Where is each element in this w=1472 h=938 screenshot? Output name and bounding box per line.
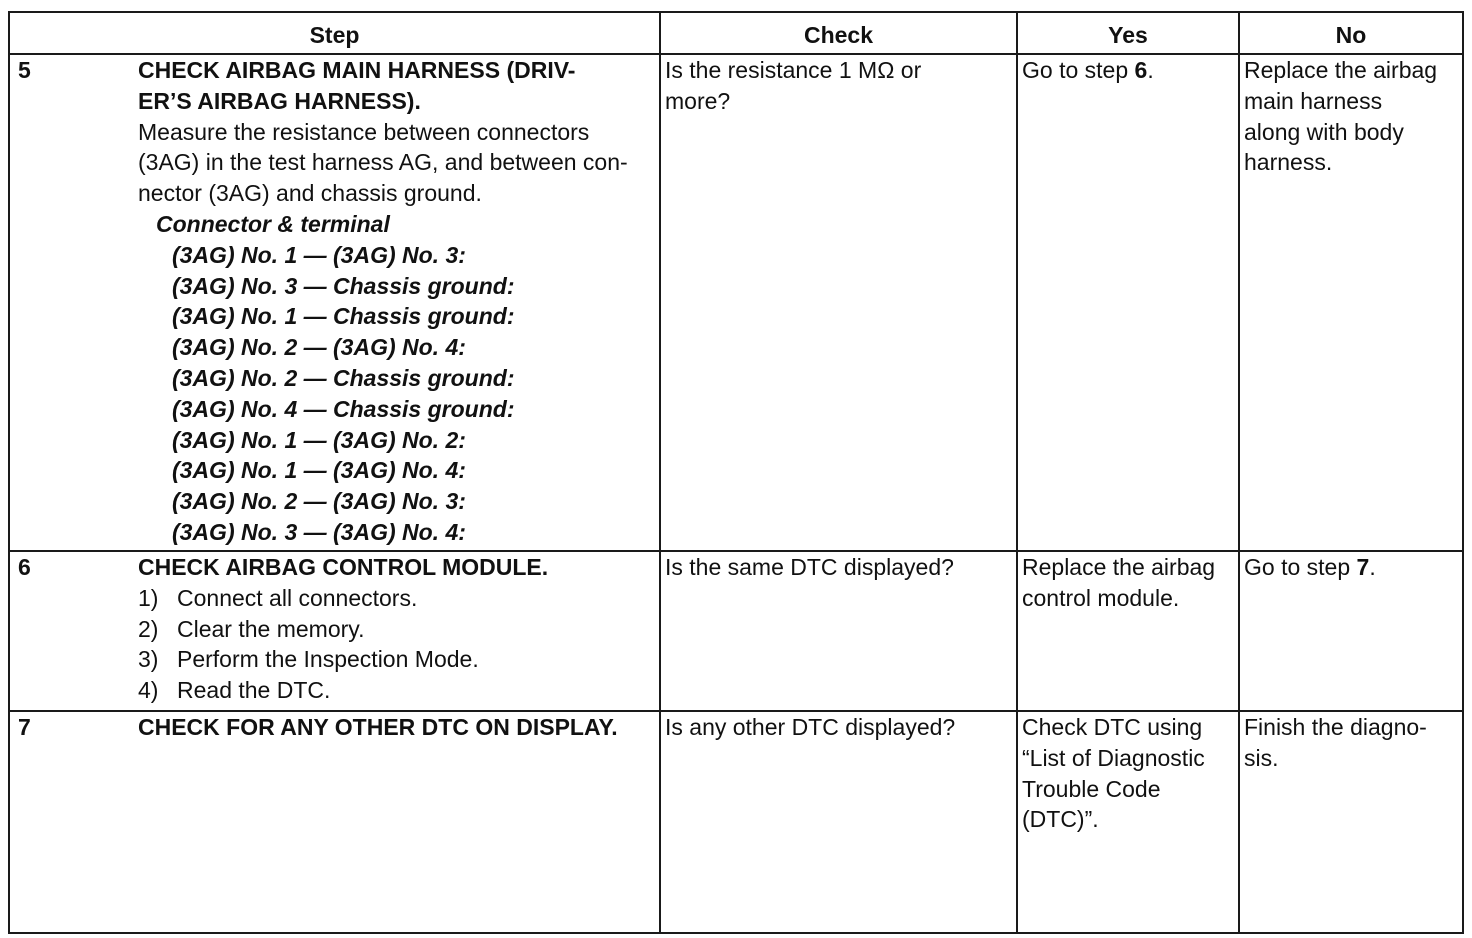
- connector-heading: Connector & terminal: [156, 210, 390, 237]
- no-text: [1244, 552, 1458, 583]
- yes-text: Replace the airbag: [1022, 554, 1216, 580]
- header-no: No: [1239, 12, 1463, 54]
- header-check: Check: [660, 12, 1017, 54]
- table-row-step-5: [9, 54, 1463, 551]
- no-text: sis.: [1244, 744, 1279, 771]
- yes-step-ref: 6: [1134, 57, 1148, 83]
- connector-pair: (3AG) No. 4 — Chassis ground:: [172, 395, 515, 422]
- step-body: [138, 712, 655, 743]
- no-cell: [1239, 551, 1463, 711]
- step-text: Measure the resistance between connectors: [138, 118, 590, 145]
- substep-text: Clear the memory.: [177, 615, 365, 642]
- connector-pair: (3AG) No. 2 — (3AG) No. 3:: [172, 488, 466, 515]
- yes-text: Trouble Code: [1022, 775, 1161, 802]
- connector-pair: (3AG) No. 1 — Chassis ground:: [172, 303, 515, 330]
- connector-pair: (3AG) No. 1 — (3AG) No. 4:: [172, 457, 466, 484]
- step-body: [138, 552, 655, 706]
- check-cell: [660, 711, 1017, 933]
- yes-cell: [1017, 551, 1239, 711]
- no-step-ref: 7: [1356, 554, 1370, 580]
- step-number: 6: [18, 554, 31, 580]
- check-text: more?: [665, 87, 731, 114]
- no-suffix: .: [1369, 554, 1376, 580]
- table-header-row: [9, 12, 1463, 54]
- yes-text: “List of Diagnostic: [1022, 744, 1205, 771]
- step-cell: [9, 54, 660, 551]
- step-number: 5: [18, 57, 31, 83]
- yes-text: [1022, 55, 1234, 86]
- connector-pair: (3AG) No. 3 — Chassis ground:: [172, 272, 515, 299]
- connector-pair: (3AG) No. 1 — (3AG) No. 3:: [172, 241, 466, 268]
- step-text: (3AG) in the test harness AG, and between con-: [138, 149, 628, 176]
- connector-pair: (3AG) No. 3 — (3AG) No. 4:: [172, 518, 466, 545]
- step-title: ER’S AIRBAG HARNESS).: [138, 87, 421, 114]
- substep-text: Perform the Inspection Mode.: [177, 646, 479, 673]
- no-text: main harness: [1244, 87, 1383, 114]
- step-body: [138, 55, 655, 548]
- no-text: harness.: [1244, 149, 1333, 176]
- substep-number: 2): [138, 615, 159, 642]
- substep-number: 1): [138, 584, 159, 611]
- yes-prefix: Go to step: [1022, 57, 1135, 83]
- check-cell: [660, 54, 1017, 551]
- table-row-step-7: [9, 711, 1463, 933]
- step-title: CHECK AIRBAG MAIN HARNESS (DRIV-: [138, 57, 576, 83]
- step-cell: [9, 551, 660, 711]
- step-cell: [9, 711, 660, 933]
- connector-pair: (3AG) No. 1 — (3AG) No. 2:: [172, 426, 466, 453]
- step-text: nector (3AG) and chassis ground.: [138, 180, 482, 207]
- substep-text: Read the DTC.: [177, 677, 331, 704]
- connector-pair: (3AG) No. 2 — Chassis ground:: [172, 364, 515, 391]
- header-step: Step: [9, 12, 660, 54]
- no-text: Replace the airbag: [1244, 57, 1438, 83]
- no-text: Finish the diagno-: [1244, 714, 1427, 740]
- yes-cell: [1017, 54, 1239, 551]
- yes-text: Check DTC using: [1022, 714, 1203, 740]
- step-number: 7: [18, 714, 31, 740]
- yes-suffix: .: [1147, 57, 1154, 83]
- yes-text: (DTC)”.: [1022, 806, 1099, 833]
- header-yes: Yes: [1017, 12, 1239, 54]
- check-text: Is any other DTC displayed?: [665, 714, 956, 740]
- no-cell: [1239, 54, 1463, 551]
- connector-pair: (3AG) No. 2 — (3AG) No. 4:: [172, 334, 466, 361]
- substep-text: Connect all connectors.: [177, 584, 418, 611]
- substep-number: 4): [138, 677, 159, 704]
- check-cell: [660, 551, 1017, 711]
- no-prefix: Go to step: [1244, 554, 1357, 580]
- diagnostic-table: [8, 11, 1464, 934]
- no-cell: [1239, 711, 1463, 933]
- step-title: CHECK AIRBAG CONTROL MODULE.: [138, 554, 549, 580]
- check-text: Is the same DTC displayed?: [665, 554, 954, 580]
- substep: [138, 675, 651, 706]
- yes-text: control module.: [1022, 584, 1180, 611]
- substep: [138, 583, 651, 614]
- check-text: Is the resistance 1 MΩ or: [665, 57, 922, 83]
- substep-number: 3): [138, 646, 159, 673]
- substep: [138, 614, 651, 645]
- substep: [138, 644, 651, 675]
- step-title: CHECK FOR ANY OTHER DTC ON DISPLAY.: [138, 714, 618, 740]
- table-row-step-6: [9, 551, 1463, 711]
- yes-cell: [1017, 711, 1239, 933]
- no-text: along with body: [1244, 118, 1404, 145]
